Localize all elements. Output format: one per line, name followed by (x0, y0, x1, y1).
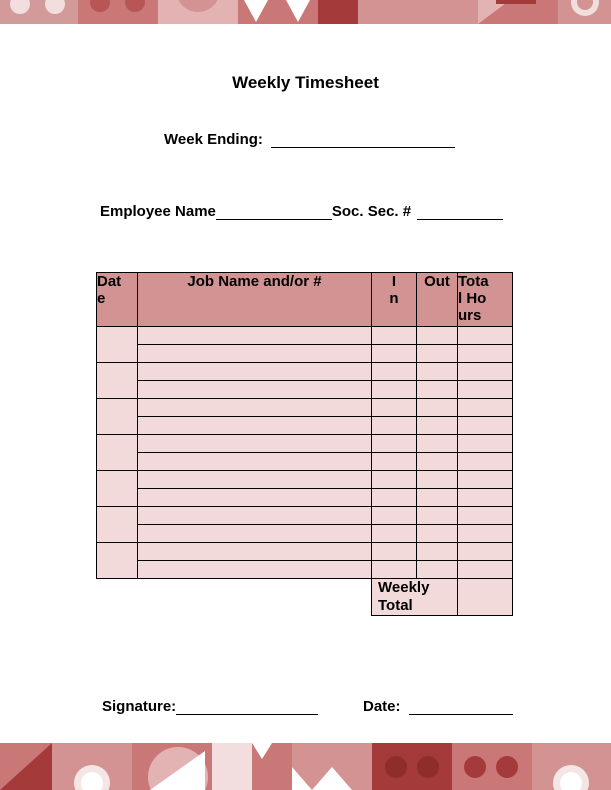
date-cell[interactable] (97, 435, 138, 471)
table-row (97, 345, 513, 363)
total-hours-cell[interactable] (458, 525, 513, 543)
out-cell[interactable] (417, 453, 458, 471)
in-cell[interactable] (372, 345, 417, 363)
out-cell[interactable] (417, 489, 458, 507)
total-hours-cell[interactable] (458, 327, 513, 345)
total-hours-cell[interactable] (458, 417, 513, 435)
out-cell[interactable] (417, 543, 458, 561)
date-cell[interactable] (97, 471, 138, 507)
job-cell[interactable] (138, 489, 372, 507)
total-hours-cell[interactable] (458, 345, 513, 363)
timesheet-table (96, 272, 513, 616)
weekly-total-value[interactable] (458, 579, 513, 616)
out-cell[interactable] (417, 381, 458, 399)
job-cell[interactable] (138, 381, 372, 399)
header-total-hours: Total Hours (458, 273, 513, 327)
employee-name-label: Employee Name (100, 203, 216, 220)
top-decorative-band (0, 0, 611, 24)
page-title: Weekly Timesheet (232, 73, 379, 92)
soc-sec-line[interactable] (417, 204, 503, 220)
sign-date-field (363, 698, 513, 715)
in-cell[interactable] (372, 525, 417, 543)
sign-date-label: Date: (363, 698, 401, 715)
total-hours-cell[interactable] (458, 561, 513, 579)
employee-info-row (100, 203, 503, 220)
date-cell[interactable] (97, 399, 138, 435)
table-row (97, 471, 513, 489)
table-row (97, 327, 513, 345)
table-row (97, 543, 513, 561)
table-row (97, 525, 513, 543)
job-cell[interactable] (138, 363, 372, 381)
in-cell[interactable] (372, 381, 417, 399)
total-hours-cell[interactable] (458, 507, 513, 525)
out-cell[interactable] (417, 507, 458, 525)
in-cell[interactable] (372, 363, 417, 381)
header-out: Out (417, 273, 458, 327)
out-cell[interactable] (417, 561, 458, 579)
in-cell[interactable] (372, 561, 417, 579)
header-date: Date (97, 273, 138, 327)
in-cell[interactable] (372, 417, 417, 435)
date-cell[interactable] (97, 507, 138, 543)
job-cell[interactable] (138, 471, 372, 489)
in-cell[interactable] (372, 489, 417, 507)
employee-name-line[interactable] (216, 204, 332, 220)
table-row (97, 399, 513, 417)
in-cell[interactable] (372, 327, 417, 345)
out-cell[interactable] (417, 471, 458, 489)
table-row (97, 453, 513, 471)
total-hours-cell[interactable] (458, 435, 513, 453)
week-ending-label: Week Ending: (164, 131, 263, 148)
total-hours-cell[interactable] (458, 399, 513, 417)
signature-line[interactable] (176, 699, 318, 715)
in-cell[interactable] (372, 507, 417, 525)
job-cell[interactable] (138, 453, 372, 471)
total-hours-cell[interactable] (458, 543, 513, 561)
date-cell[interactable] (97, 363, 138, 399)
out-cell[interactable] (417, 435, 458, 453)
table-row (97, 507, 513, 525)
total-hours-cell[interactable] (458, 363, 513, 381)
table-row (97, 435, 513, 453)
weekly-total-row (97, 579, 513, 616)
week-ending-field (164, 131, 455, 148)
job-cell[interactable] (138, 435, 372, 453)
job-cell[interactable] (138, 543, 372, 561)
total-hours-cell[interactable] (458, 453, 513, 471)
signature-label: Signature: (102, 698, 177, 715)
header-job: Job Name and/or # (138, 273, 372, 327)
table-header-row (97, 273, 513, 327)
in-cell[interactable] (372, 543, 417, 561)
job-cell[interactable] (138, 525, 372, 543)
job-cell[interactable] (138, 507, 372, 525)
signature-field (102, 698, 318, 715)
soc-sec-label: Soc. Sec. # (331, 203, 412, 220)
out-cell[interactable] (417, 345, 458, 363)
weekly-total-label: Weekly Total (372, 579, 458, 616)
job-cell[interactable] (138, 327, 372, 345)
week-ending-line[interactable] (271, 132, 455, 148)
header-in: In (372, 273, 417, 327)
bottom-decorative-band (0, 743, 611, 790)
out-cell[interactable] (417, 327, 458, 345)
out-cell[interactable] (417, 363, 458, 381)
table-row (97, 561, 513, 579)
in-cell[interactable] (372, 471, 417, 489)
table-row (97, 381, 513, 399)
job-cell[interactable] (138, 345, 372, 363)
out-cell[interactable] (417, 417, 458, 435)
job-cell[interactable] (138, 399, 372, 417)
total-hours-cell[interactable] (458, 471, 513, 489)
sign-date-line[interactable] (409, 699, 513, 715)
out-cell[interactable] (417, 399, 458, 417)
total-hours-cell[interactable] (458, 489, 513, 507)
total-hours-cell[interactable] (458, 381, 513, 399)
date-cell[interactable] (97, 543, 138, 579)
in-cell[interactable] (372, 453, 417, 471)
in-cell[interactable] (372, 435, 417, 453)
table-row (97, 417, 513, 435)
weekly-total-spacer (97, 579, 372, 616)
timesheet-body (97, 327, 513, 616)
out-cell[interactable] (417, 525, 458, 543)
table-row (97, 363, 513, 381)
in-cell[interactable] (372, 399, 417, 417)
table-row (97, 489, 513, 507)
date-cell[interactable] (97, 327, 138, 363)
job-cell[interactable] (138, 561, 372, 579)
job-cell[interactable] (138, 417, 372, 435)
